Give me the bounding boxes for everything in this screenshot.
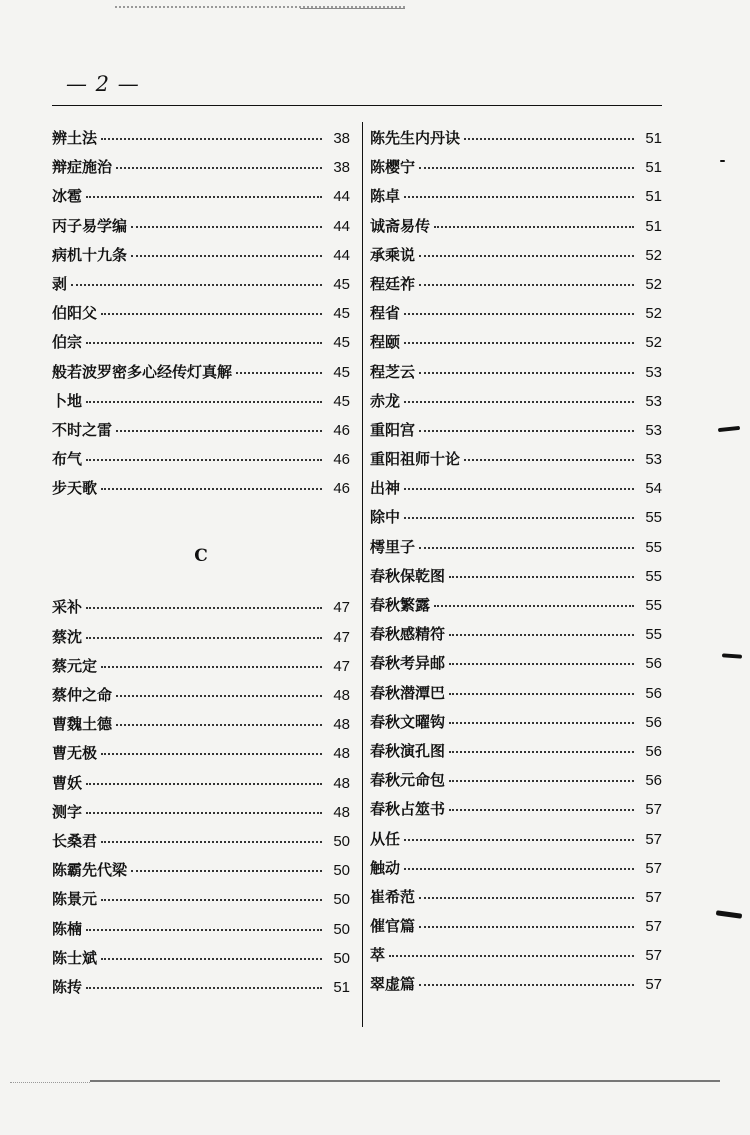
index-term: 春秋元命包 bbox=[370, 771, 446, 790]
index-entry bbox=[52, 156, 350, 185]
dot-leader bbox=[419, 255, 634, 257]
index-page-number: 48 bbox=[333, 774, 350, 792]
index-entry bbox=[52, 331, 350, 360]
dot-leader bbox=[101, 753, 322, 755]
index-page-number: 55 bbox=[645, 538, 662, 556]
dot-leader bbox=[131, 870, 322, 872]
index-term: 陈楠 bbox=[52, 919, 83, 938]
index-term: 程芝云 bbox=[370, 362, 416, 381]
index-entry bbox=[52, 185, 350, 214]
index-page-number: 54 bbox=[645, 480, 662, 498]
index-page-number: 44 bbox=[333, 188, 350, 206]
index-page-number: 45 bbox=[333, 363, 350, 381]
index-term: 春秋文曜钩 bbox=[370, 712, 446, 731]
index-page-number: 56 bbox=[645, 713, 662, 731]
dot-leader bbox=[404, 342, 634, 344]
index-entry bbox=[370, 769, 662, 798]
index-term: 步天歌 bbox=[52, 479, 98, 498]
index-term: 陈卓 bbox=[370, 187, 401, 206]
scan-mark bbox=[718, 426, 740, 432]
dot-leader bbox=[419, 984, 634, 986]
index-term: 春秋考异邮 bbox=[370, 654, 446, 673]
dot-leader bbox=[419, 430, 634, 432]
index-page-number: 50 bbox=[333, 920, 350, 938]
dot-leader bbox=[404, 839, 634, 841]
dot-leader bbox=[434, 226, 634, 228]
dot-leader bbox=[419, 167, 634, 169]
dot-leader bbox=[404, 196, 634, 198]
index-entry bbox=[370, 798, 662, 827]
index-entry bbox=[52, 742, 350, 771]
index-term: 般若波罗密多心经传灯真解 bbox=[52, 362, 233, 381]
index-entry bbox=[370, 361, 662, 390]
index-term: 伯宗 bbox=[52, 333, 83, 352]
index-entry bbox=[370, 623, 662, 652]
index-term: 陈先生内丹诀 bbox=[370, 129, 461, 147]
scan-artifact-top-line bbox=[300, 8, 405, 9]
index-entry bbox=[370, 828, 662, 857]
section-heading-c: C bbox=[194, 546, 208, 567]
dot-leader bbox=[86, 401, 322, 403]
index-entry bbox=[370, 915, 662, 944]
dot-leader bbox=[449, 663, 634, 665]
dot-leader bbox=[101, 899, 322, 901]
index-entry bbox=[370, 740, 662, 769]
index-page-number: 44 bbox=[333, 217, 350, 235]
dot-leader bbox=[419, 547, 634, 549]
index-page-number: 48 bbox=[333, 687, 350, 704]
scan-mark bbox=[720, 160, 725, 162]
index-term: 春秋占筮书 bbox=[370, 800, 446, 819]
index-page-number: 55 bbox=[645, 567, 662, 585]
index-entry bbox=[52, 215, 350, 244]
dot-leader bbox=[389, 955, 634, 957]
index-entry bbox=[52, 626, 350, 655]
index-page-number: 56 bbox=[645, 772, 662, 790]
dot-leader bbox=[449, 576, 634, 578]
index-term: 病机十九条 bbox=[52, 245, 128, 264]
dot-leader bbox=[86, 812, 322, 814]
index-entry bbox=[370, 536, 662, 565]
index-term: 不时之雷 bbox=[52, 420, 113, 439]
index-page-number: 52 bbox=[645, 246, 662, 264]
dot-leader bbox=[464, 459, 634, 461]
index-entry bbox=[370, 711, 662, 740]
index-entry bbox=[370, 448, 662, 477]
index-term: 春秋演孔图 bbox=[370, 741, 446, 760]
left-entries-after bbox=[52, 596, 350, 1005]
index-page-number: 48 bbox=[333, 803, 350, 821]
index-page-number: 46 bbox=[333, 480, 350, 498]
index-term: 从任 bbox=[370, 829, 401, 848]
index-term: 丙子易学编 bbox=[52, 216, 128, 235]
index-term: 催官篇 bbox=[370, 917, 416, 936]
dot-leader bbox=[419, 897, 634, 899]
index-term: 蔡元定 bbox=[52, 656, 98, 675]
index-term: 长桑君 bbox=[52, 831, 98, 850]
dot-leader bbox=[101, 841, 322, 843]
index-page-number: 48 bbox=[333, 716, 350, 734]
index-entry bbox=[370, 331, 662, 360]
index-page-number: 53 bbox=[645, 421, 662, 439]
index-page-number: 48 bbox=[333, 745, 350, 763]
index-entry bbox=[52, 918, 350, 947]
index-term: 伯阳父 bbox=[52, 304, 98, 323]
index-term: 冰雹 bbox=[52, 187, 83, 206]
index-page-number: 57 bbox=[645, 801, 662, 819]
index-term: 诚斋易传 bbox=[370, 216, 431, 235]
index-entry bbox=[52, 127, 350, 156]
index-entry bbox=[52, 976, 350, 1005]
index-term: 春秋感精符 bbox=[370, 625, 446, 644]
dot-leader bbox=[86, 342, 322, 344]
index-entry bbox=[52, 390, 350, 419]
dot-leader bbox=[464, 138, 634, 140]
index-entry bbox=[52, 713, 350, 742]
dot-leader bbox=[101, 958, 322, 960]
index-page-number: 57 bbox=[645, 859, 662, 877]
index-entry bbox=[52, 801, 350, 830]
dot-leader bbox=[131, 255, 322, 257]
dot-leader bbox=[449, 693, 634, 695]
page-number: — 2 — bbox=[66, 72, 140, 96]
dot-leader bbox=[404, 313, 634, 315]
index-page-number: 51 bbox=[645, 130, 662, 147]
index-term: 陈樱宁 bbox=[370, 158, 416, 177]
index-page-number: 53 bbox=[645, 363, 662, 381]
index-entry bbox=[52, 244, 350, 273]
index-entry bbox=[52, 655, 350, 684]
index-page-number: 57 bbox=[645, 888, 662, 906]
index-term: 测字 bbox=[52, 802, 83, 821]
index-page-number: 57 bbox=[645, 918, 662, 936]
dot-leader bbox=[116, 430, 322, 432]
right-entries bbox=[370, 127, 662, 1003]
index-term: 陈抟 bbox=[52, 977, 83, 996]
index-term: 曹无极 bbox=[52, 744, 98, 763]
dot-leader bbox=[86, 607, 322, 609]
index-page-number: 50 bbox=[333, 862, 350, 880]
index-page-number: 51 bbox=[645, 159, 662, 177]
index-column-right bbox=[370, 127, 662, 1003]
header-rule bbox=[52, 105, 662, 106]
index-page-number: 56 bbox=[645, 742, 662, 760]
index-entry bbox=[370, 127, 662, 156]
index-term: 蔡沈 bbox=[52, 627, 83, 646]
index-term: 卜地 bbox=[52, 391, 83, 410]
index-term: 崔希范 bbox=[370, 887, 416, 906]
index-term: 程省 bbox=[370, 304, 401, 323]
index-page-number: 45 bbox=[333, 275, 350, 293]
scan-mark bbox=[716, 910, 742, 919]
dot-leader bbox=[86, 929, 322, 931]
index-page-number: 45 bbox=[333, 305, 350, 323]
dot-leader bbox=[131, 226, 322, 228]
index-term: 辩症施治 bbox=[52, 158, 113, 177]
dot-leader bbox=[449, 634, 634, 636]
index-page-number: 56 bbox=[645, 684, 662, 702]
left-entries-before bbox=[52, 127, 350, 506]
index-entry bbox=[370, 390, 662, 419]
index-page-number: 50 bbox=[333, 891, 350, 909]
index-page-number: 38 bbox=[333, 159, 350, 177]
dot-leader bbox=[434, 605, 634, 607]
index-page-number: 44 bbox=[333, 246, 350, 264]
index-page-number: 52 bbox=[645, 305, 662, 323]
index-entry bbox=[52, 448, 350, 477]
index-entry bbox=[370, 652, 662, 681]
index-entry bbox=[52, 302, 350, 331]
index-entry bbox=[52, 596, 350, 625]
dot-leader bbox=[86, 783, 322, 785]
index-page-number: 57 bbox=[645, 947, 662, 965]
scan-artifact-bottom-line bbox=[90, 1080, 720, 1082]
dot-leader bbox=[419, 926, 634, 928]
index-page-number: 55 bbox=[645, 509, 662, 527]
index-entry bbox=[52, 273, 350, 302]
scan-mark bbox=[722, 653, 742, 658]
index-page-number: 52 bbox=[645, 334, 662, 352]
index-term: 出神 bbox=[370, 479, 401, 498]
index-term: 曹妖 bbox=[52, 773, 83, 792]
dot-leader bbox=[236, 372, 322, 374]
index-entry bbox=[370, 594, 662, 623]
dot-leader bbox=[404, 401, 634, 403]
index-entry bbox=[52, 419, 350, 448]
dot-leader bbox=[71, 284, 322, 286]
dot-leader bbox=[449, 780, 634, 782]
index-term: 春秋繁露 bbox=[370, 596, 431, 614]
index-page-number: 46 bbox=[333, 421, 350, 439]
index-page-number: 51 bbox=[333, 978, 350, 996]
index-entry bbox=[370, 857, 662, 886]
index-term: 承乘说 bbox=[370, 245, 416, 264]
index-page-number: 57 bbox=[645, 976, 662, 994]
index-term: 陈霸先代梁 bbox=[52, 861, 128, 880]
index-term: 赤龙 bbox=[370, 391, 401, 410]
index-entry bbox=[370, 244, 662, 273]
dot-leader bbox=[101, 488, 322, 490]
index-term: 春秋保乾图 bbox=[370, 566, 446, 585]
index-entry bbox=[370, 302, 662, 331]
index-page-number: 46 bbox=[333, 451, 350, 469]
index-page-number: 47 bbox=[333, 657, 350, 675]
dot-leader bbox=[449, 809, 634, 811]
dot-leader bbox=[449, 722, 634, 724]
index-page-number: 55 bbox=[645, 597, 662, 614]
index-entry bbox=[370, 506, 662, 535]
dot-leader bbox=[86, 196, 322, 198]
index-page-number: 55 bbox=[645, 626, 662, 644]
index-term: 春秋潜潭巴 bbox=[370, 683, 446, 702]
index-term: 剥 bbox=[52, 274, 68, 293]
dot-leader bbox=[116, 724, 322, 726]
index-term: 程廷祚 bbox=[370, 274, 416, 293]
index-term: 除中 bbox=[370, 508, 401, 527]
index-entry bbox=[370, 185, 662, 214]
index-page-number: 57 bbox=[645, 830, 662, 848]
index-page-number: 47 bbox=[333, 599, 350, 617]
index-entry bbox=[52, 888, 350, 917]
dot-leader bbox=[116, 167, 322, 169]
dot-leader bbox=[404, 868, 634, 870]
dot-leader bbox=[404, 517, 634, 519]
dot-leader bbox=[404, 488, 634, 490]
index-term: 触动 bbox=[370, 858, 401, 877]
index-term: 程颐 bbox=[370, 333, 401, 352]
dot-leader bbox=[86, 637, 322, 639]
index-term: 萃 bbox=[370, 946, 386, 965]
index-page-number: 50 bbox=[333, 832, 350, 850]
dot-leader bbox=[419, 284, 634, 286]
index-page-number: 52 bbox=[645, 275, 662, 293]
index-entry bbox=[370, 215, 662, 244]
index-term: 蔡仲之命 bbox=[52, 686, 113, 704]
index-term: 陈士斌 bbox=[52, 948, 98, 967]
index-term: 重阳宫 bbox=[370, 420, 416, 439]
dot-leader bbox=[116, 695, 322, 697]
index-term: 陈景元 bbox=[52, 890, 98, 909]
index-entry bbox=[370, 973, 662, 1002]
index-entry bbox=[370, 273, 662, 302]
dot-leader bbox=[419, 372, 634, 374]
index-entry bbox=[52, 684, 350, 713]
index-page-number: 53 bbox=[645, 451, 662, 469]
index-entry bbox=[52, 859, 350, 888]
index-page-number: 50 bbox=[333, 949, 350, 967]
index-entry bbox=[370, 682, 662, 711]
index-entry bbox=[370, 419, 662, 448]
index-term: 辨土法 bbox=[52, 129, 98, 147]
index-entry bbox=[52, 361, 350, 390]
index-entry bbox=[52, 477, 350, 506]
index-page-number: 45 bbox=[333, 392, 350, 410]
index-page-number: 51 bbox=[645, 217, 662, 235]
index-entry bbox=[370, 944, 662, 973]
index-entry bbox=[52, 947, 350, 976]
index-entry bbox=[370, 477, 662, 506]
index-entry bbox=[370, 886, 662, 915]
column-divider bbox=[362, 122, 363, 1027]
index-term: 采补 bbox=[52, 598, 83, 617]
index-term: 樗里子 bbox=[370, 537, 416, 556]
index-entry bbox=[52, 830, 350, 859]
index-term: 曹魏土德 bbox=[52, 715, 113, 734]
dot-leader bbox=[86, 987, 322, 989]
dot-leader bbox=[101, 138, 322, 140]
dot-leader bbox=[449, 751, 634, 753]
index-page-number: 56 bbox=[645, 655, 662, 673]
scan-artifact-bottom-dots bbox=[10, 1082, 90, 1083]
dot-leader bbox=[101, 313, 322, 315]
index-term: 布气 bbox=[52, 450, 83, 469]
index-entry bbox=[52, 772, 350, 801]
index-page-number: 47 bbox=[333, 628, 350, 646]
index-page-number: 51 bbox=[645, 188, 662, 206]
index-entry bbox=[370, 156, 662, 185]
index-page-number: 53 bbox=[645, 392, 662, 410]
index-term: 重阳祖师十论 bbox=[370, 450, 461, 469]
index-page-number: 38 bbox=[333, 130, 350, 147]
index-page-number: 45 bbox=[333, 334, 350, 352]
index-entry bbox=[370, 565, 662, 594]
index-term: 翠虚篇 bbox=[370, 975, 416, 994]
dot-leader bbox=[86, 459, 322, 461]
dot-leader bbox=[101, 666, 322, 668]
index-column-left bbox=[52, 127, 350, 1005]
